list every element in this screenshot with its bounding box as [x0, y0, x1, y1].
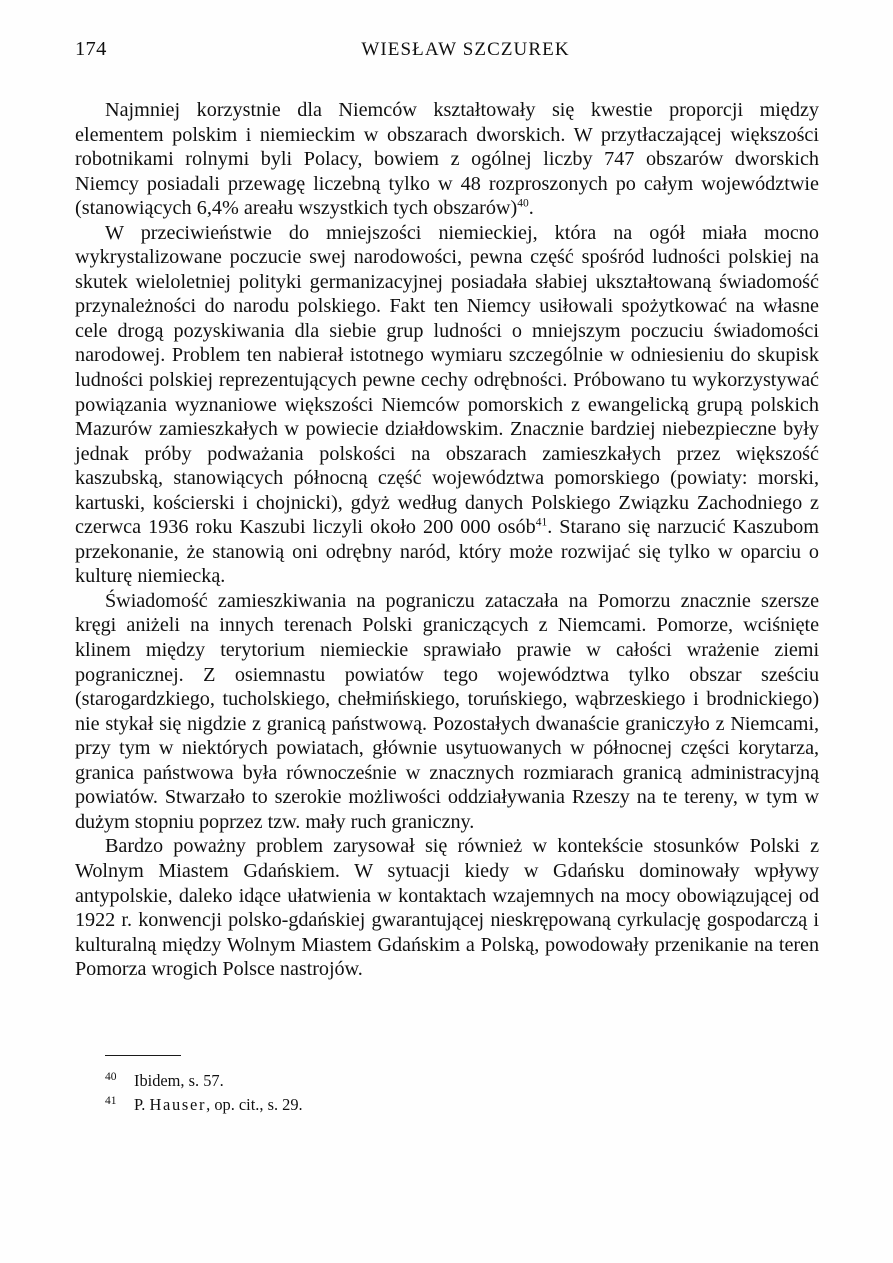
- paragraph-4-text: Bardzo poważny problem zarysował się również w kontekście stosunków Polski z Wolnym Miastem Gdańskiem. W sytuacji kiedy w Gdańsku dominowały wpływy antypolskie, daleko idące ułatwienia w kontaktach wzajemnych na mocy obowiązującej od 1922 r. konwencji polsko-gdańskiej gwarantującej nieskrępowaną cyrkulację gospodarczą i kulturalną między Wolnym Miastem Gdańskim a Polską, powodowały przenikanie na teren Pomorza wrogich Polsce nastrojów.: [75, 835, 819, 981]
- paragraph-1: [75, 98, 819, 221]
- body-text: [75, 98, 819, 982]
- page-number: 174: [75, 38, 107, 60]
- paragraph-2-tail: . Starano się narzucić Kaszubom przekonanie, że stanowią oni odrębny naród, który może rozwijać się tylko w oparciu o kulturę niemiecką.: [75, 516, 819, 588]
- paragraph-1-tail: .: [528, 197, 534, 220]
- footnote-ref-41[interactable]: 41: [535, 516, 548, 529]
- paragraph-2-text: W przeciwieństwie do mniejszości niemieckiej, która na ogół miała mocno wykrystalizowane poczucie swej narodowości, pewna część spośród ludności polskiej na skutek wieloletniej polityki germanizacyjnej posiadała słabiej ukształtowaną świadomość przynależności do narodu polskiego. Fakt ten Niemcy usiłowali spożytkować na własne cele drogą pozyskiwania dla siebie grup ludności o mniejszym poczuciu świadomości narodowej. Problem ten nabierał istotnego wymiaru szczególnie w odniesieniu do skupisk ludności polskiej reprezentujących pewne cechy odrębności. Próbowano tu wykorzystywać powiązania wyznaniowe większości Niemców pomorskich z ewangelicką grupą polskich Mazurów zamieszkałych w powiecie działdowskim. Znacznie bardziej niebezpieczne były jednak próby podważania polskości na obszarach zamieszkałych przez większość kaszubską, stanowiących północną część województwa pomorskiego (powiaty: morski, kartuski, kościerski i chojnicki), gdyż według danych Polskiego Związku Zachodniego z czerwca 1936 roku Kaszubi liczyli około 200 000 osób: [75, 221, 819, 539]
- footnote-separator-rule: [105, 1055, 181, 1056]
- paragraph-3-text: Świadomość zamieszkiwania na pograniczu zataczała na Pomorzu znacznie szersze kręgi aniżeli na innych terenach Polski graniczących z Niemcami. Pomorze, wciśnięte klinem między terytorium niemieckie sprawiało prawie w całości wrażenie ziemi pogranicznej. Z osiemnastu powiatów tego województwa tylko obszar sześciu (starogardzkiego, tucholskiego, chełmińskiego, toruńskiego, wąbrzeskiego i brodnickiego) nie stykał się nigdzie z granicą państwową. Pozostałych dwanaście graniczyło z Niemcami, przy tym w niektórych powiatach, głównie usytuowanych w północnej części korytarza, granica państwowa była równocześnie w znacznych rozmiarach granicą administracyjną powiatów. Stwarzało to szerokie możliwości oddziaływania Rzeszy na te tereny, w tym w dużym stopniu poprzez tzw. mały ruch graniczny.: [75, 589, 819, 833]
- footnote-text-41: , op. cit., s. 29.: [206, 1095, 303, 1114]
- footnote-ref-40[interactable]: 40: [517, 197, 529, 210]
- paragraph-3: [75, 589, 819, 834]
- footnote-author-name-41: Hauser: [149, 1095, 207, 1114]
- paragraph-2: [75, 221, 819, 589]
- footnote-author-prefix-41: P.: [134, 1095, 150, 1114]
- footnote-item-40: 40 Ibidem, s. 57.: [105, 1070, 224, 1090]
- running-title: WIESŁAW SZCZUREK: [361, 39, 570, 60]
- paragraph-4: [75, 834, 819, 981]
- paragraph-1-text: Najmniej korzystnie dla Niemców kształtowały się kwestie proporcji między elementem polskim i niemieckim w obszarach dworskich. W przytłaczającej większości robotnikami rolnymi byli Polacy, bowiem z ogólnej liczby 747 obszarów dworskich Niemcy posiadali przewagę liczebną tylko w 48 rozproszonych po całym województwie (stanowiących 6,4% areału wszystkich tych obszarów): [75, 99, 819, 220]
- footnote-item-41: 41 P. Hauser, op. cit., s. 29.: [105, 1094, 303, 1114]
- footnote-list: [105, 1069, 805, 1117]
- footnote-text-40: Ibidem, s. 57.: [134, 1071, 224, 1090]
- running-head: [75, 38, 818, 64]
